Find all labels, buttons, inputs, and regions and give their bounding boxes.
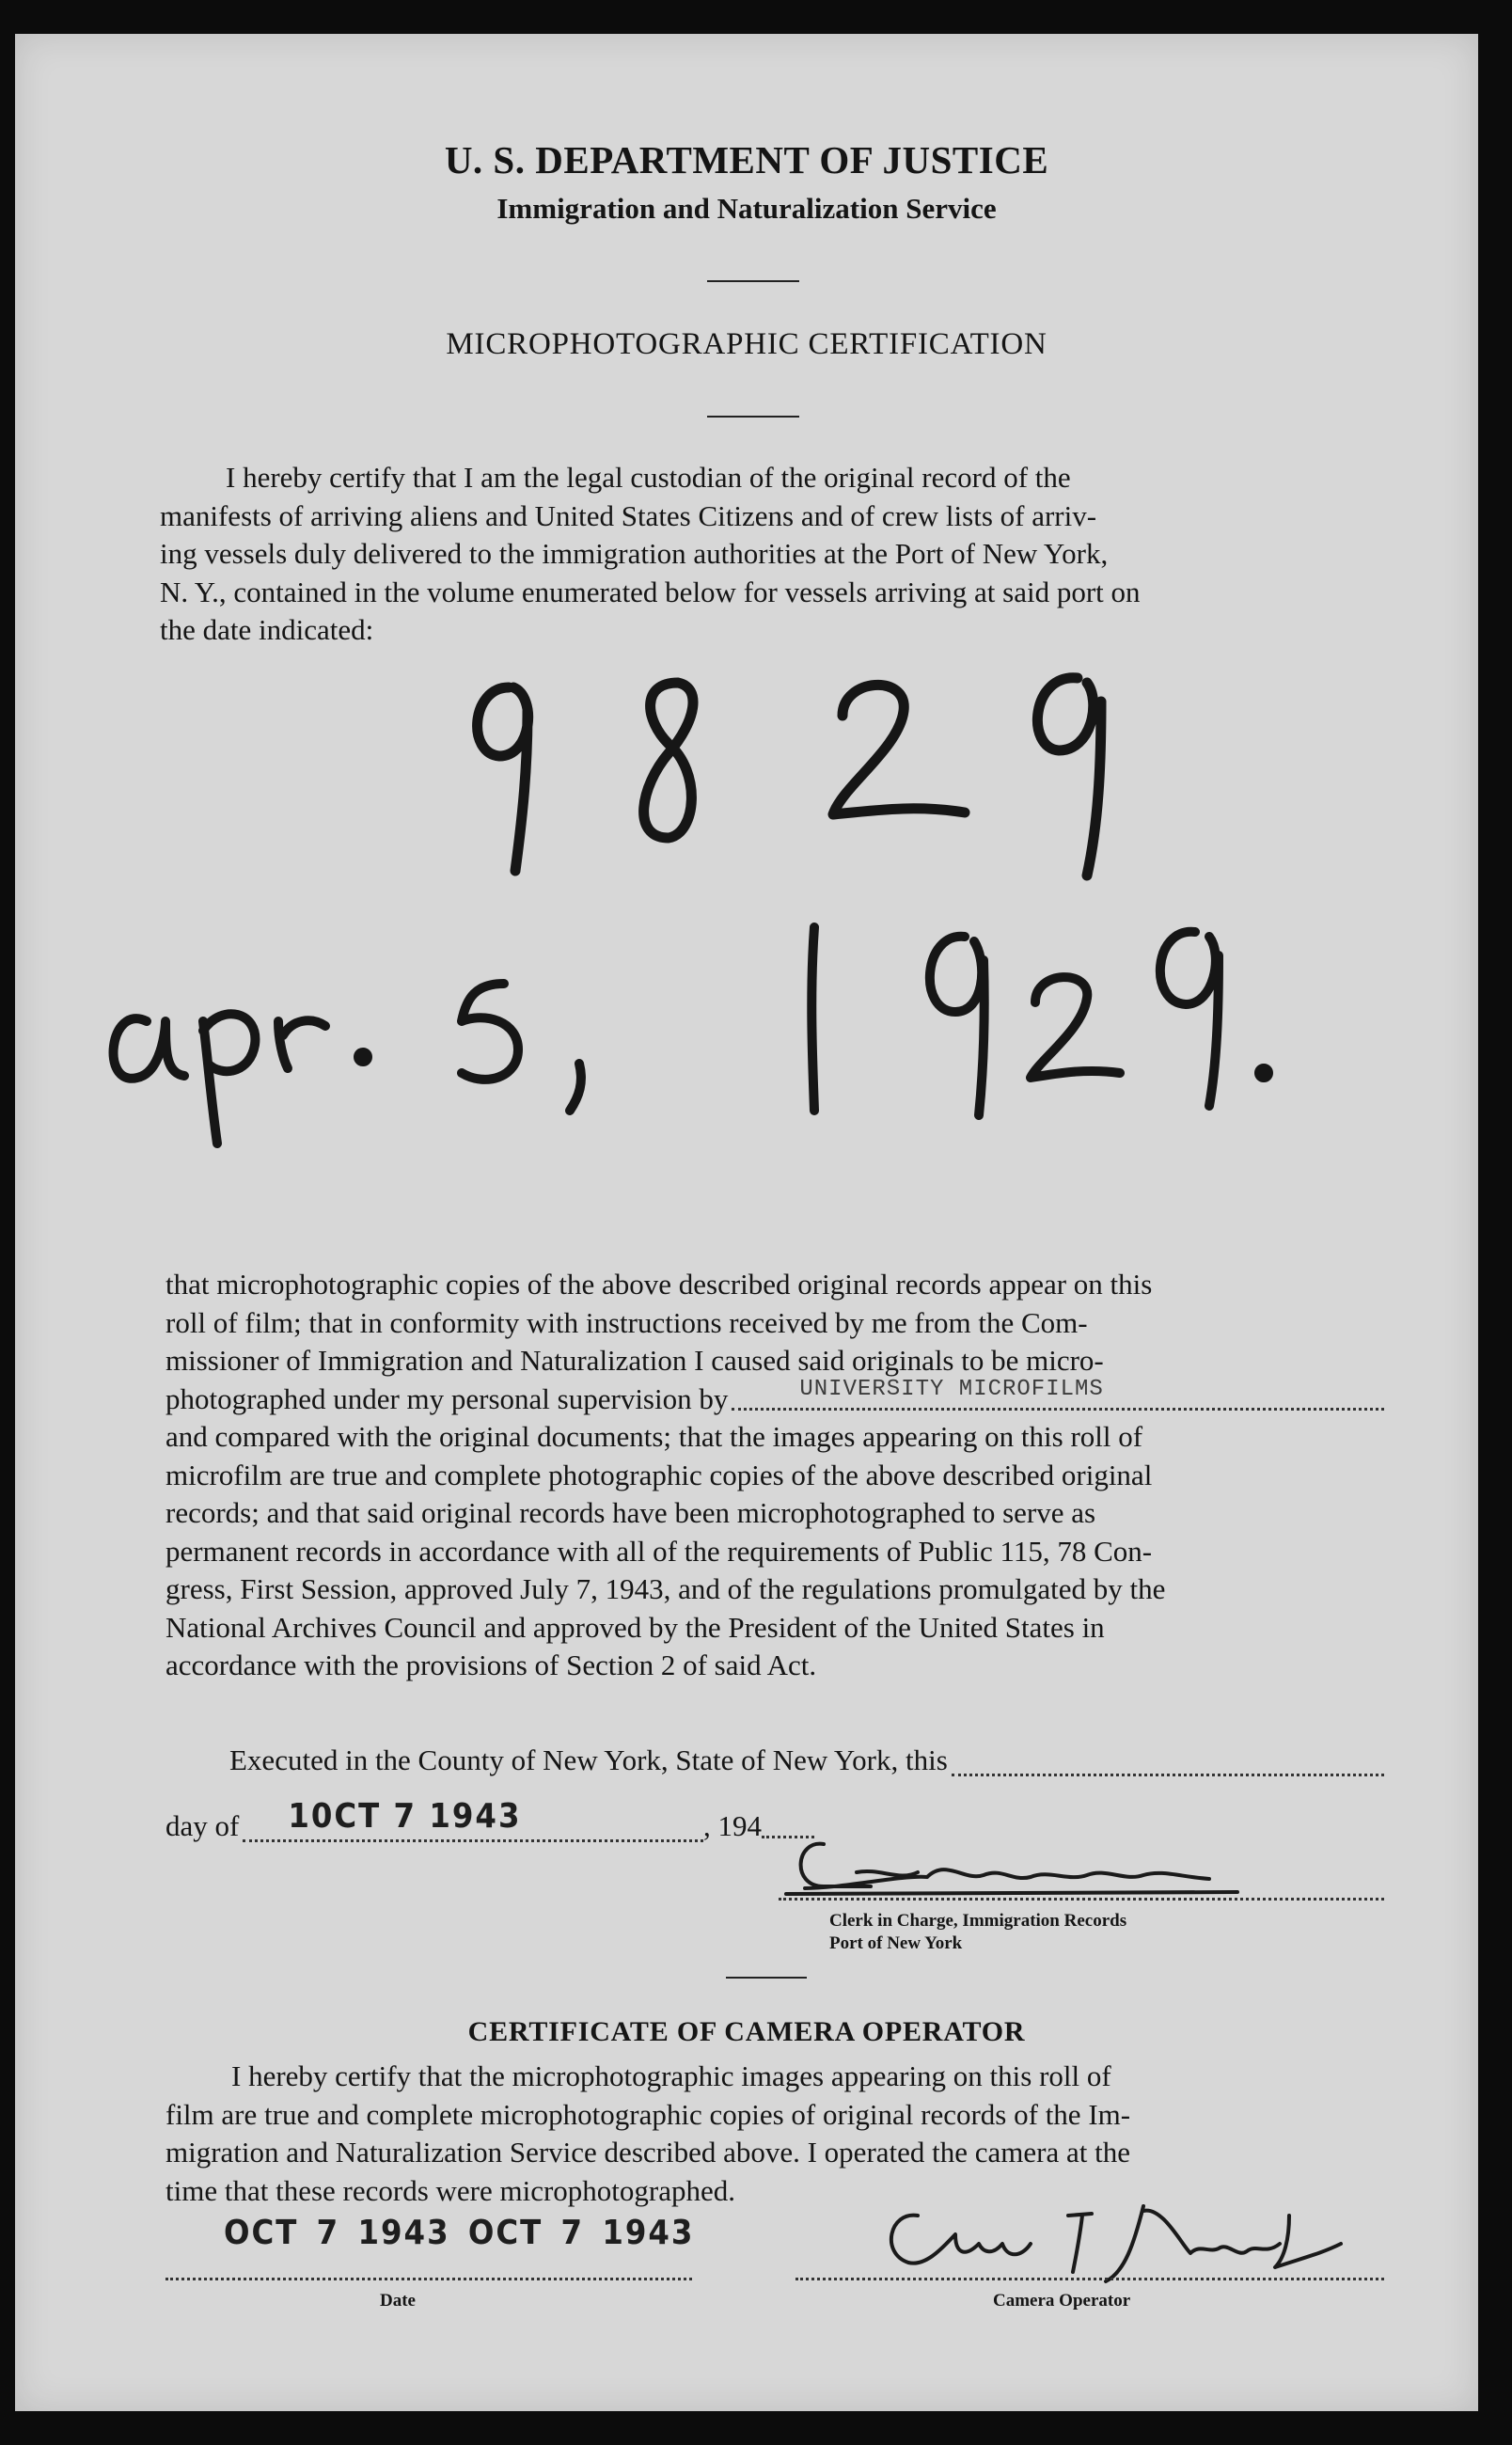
body-line: and compared with the original documents; that the images appearing on this roll of: [165, 1420, 1143, 1453]
body-line: accordance with the provisions of Section 2 of said Act.: [165, 1648, 817, 1681]
operator-stamped-dates: OCT 7 1943 OCT 7 1943: [224, 2214, 695, 2252]
operator-line: film are true and complete microphotographic copies of original records of the Im-: [165, 2097, 1131, 2131]
body-line: roll of film; that in conformity with instructions received by me from the Com-: [165, 1305, 1088, 1339]
body-line: National Archives Council and approved by the President of the United States in: [165, 1610, 1105, 1644]
day-of-field: [243, 1797, 703, 1846]
department-heading: U. S. DEPARTMENT OF JUSTICE: [444, 138, 1049, 181]
supervision-line: [165, 1376, 1384, 1419]
executed-text: Executed in the County of New York, State of New York, this: [229, 1743, 948, 1776]
clerk-title: Clerk in Charge, Immigration Records: [829, 1911, 1127, 1931]
executed-line: [229, 1742, 1384, 1780]
date-line: [165, 2278, 692, 2280]
certificate-page: [15, 34, 1478, 2411]
body-line: gress, First Session, approved July 7, 1943, and of the regulations promulgated by the: [165, 1572, 1166, 1605]
handwritten-volume-number: [438, 645, 1153, 890]
intro-line: I hereby certify that I am the legal custodian of the original record of the: [226, 461, 1071, 494]
camera-operator-signature: [861, 2187, 1388, 2291]
intro-paragraph: [160, 459, 1377, 650]
camera-operator-label: Camera Operator: [993, 2291, 1131, 2311]
body-line: records; and that said original records have been microphotographed to serve as: [165, 1496, 1096, 1529]
stamped-execution-date: 10CT 7 1943: [288, 1797, 522, 1836]
day-of-label: day of: [165, 1809, 240, 1842]
operator-line: time that these records were microphotographed.: [165, 2173, 735, 2207]
body-line: missioner of Immigration and Naturalization I caused said originals to be micro-: [165, 1344, 1104, 1377]
intro-line: N. Y., contained in the volume enumerated below for vessels arriving at said port on: [160, 575, 1141, 608]
divider: [726, 1977, 807, 1979]
intro-line: the date indicated:: [160, 613, 374, 646]
body-line: photographed under my personal supervision by: [165, 1381, 729, 1415]
camera-operator-line: [795, 2278, 1384, 2280]
handwritten-arrival-date: [90, 880, 1313, 1162]
body-line: that microphotographic copies of the above described original records appear on this: [165, 1268, 1153, 1301]
clerk-port: Port of New York: [829, 1933, 963, 1953]
form-title: MICROPHOTOGRAPHIC CERTIFICATION: [446, 327, 1047, 361]
clerk-signature: [767, 1830, 1294, 1905]
operator-line: migration and Naturalization Service described above. I operated the camera at the: [165, 2136, 1130, 2169]
intro-line: ing vessels duly delivered to the immigration authorities at the Port of New York,: [160, 537, 1109, 570]
date-label: Date: [380, 2291, 416, 2311]
body-line: microfilm are true and complete photographic copies of the above described original: [165, 1458, 1153, 1491]
operator-section-title: CERTIFICATE OF CAMERA OPERATOR: [467, 2016, 1026, 2047]
operator-line: I hereby certify that the microphotographic images appearing on this roll of: [231, 2059, 1111, 2092]
divider: [707, 416, 799, 418]
typed-supervisor: UNIVERSITY MICROFILMS: [799, 1376, 1104, 1402]
execution-day-field: [952, 1752, 1384, 1780]
day-of-line: [165, 1797, 814, 1846]
body-line: permanent records in accordance with all of the requirements of Public 115, 78 Con-: [165, 1534, 1153, 1568]
intro-line: manifests of arriving aliens and United States Citizens and of crew lists of arriv-: [160, 498, 1097, 532]
divider: [707, 280, 799, 282]
service-subheading: Immigration and Naturalization Service: [496, 192, 997, 225]
clerk-signature-line: [779, 1898, 1384, 1901]
body-paragraph: [165, 1266, 1384, 1685]
year-prefix: , 194: [703, 1809, 762, 1842]
